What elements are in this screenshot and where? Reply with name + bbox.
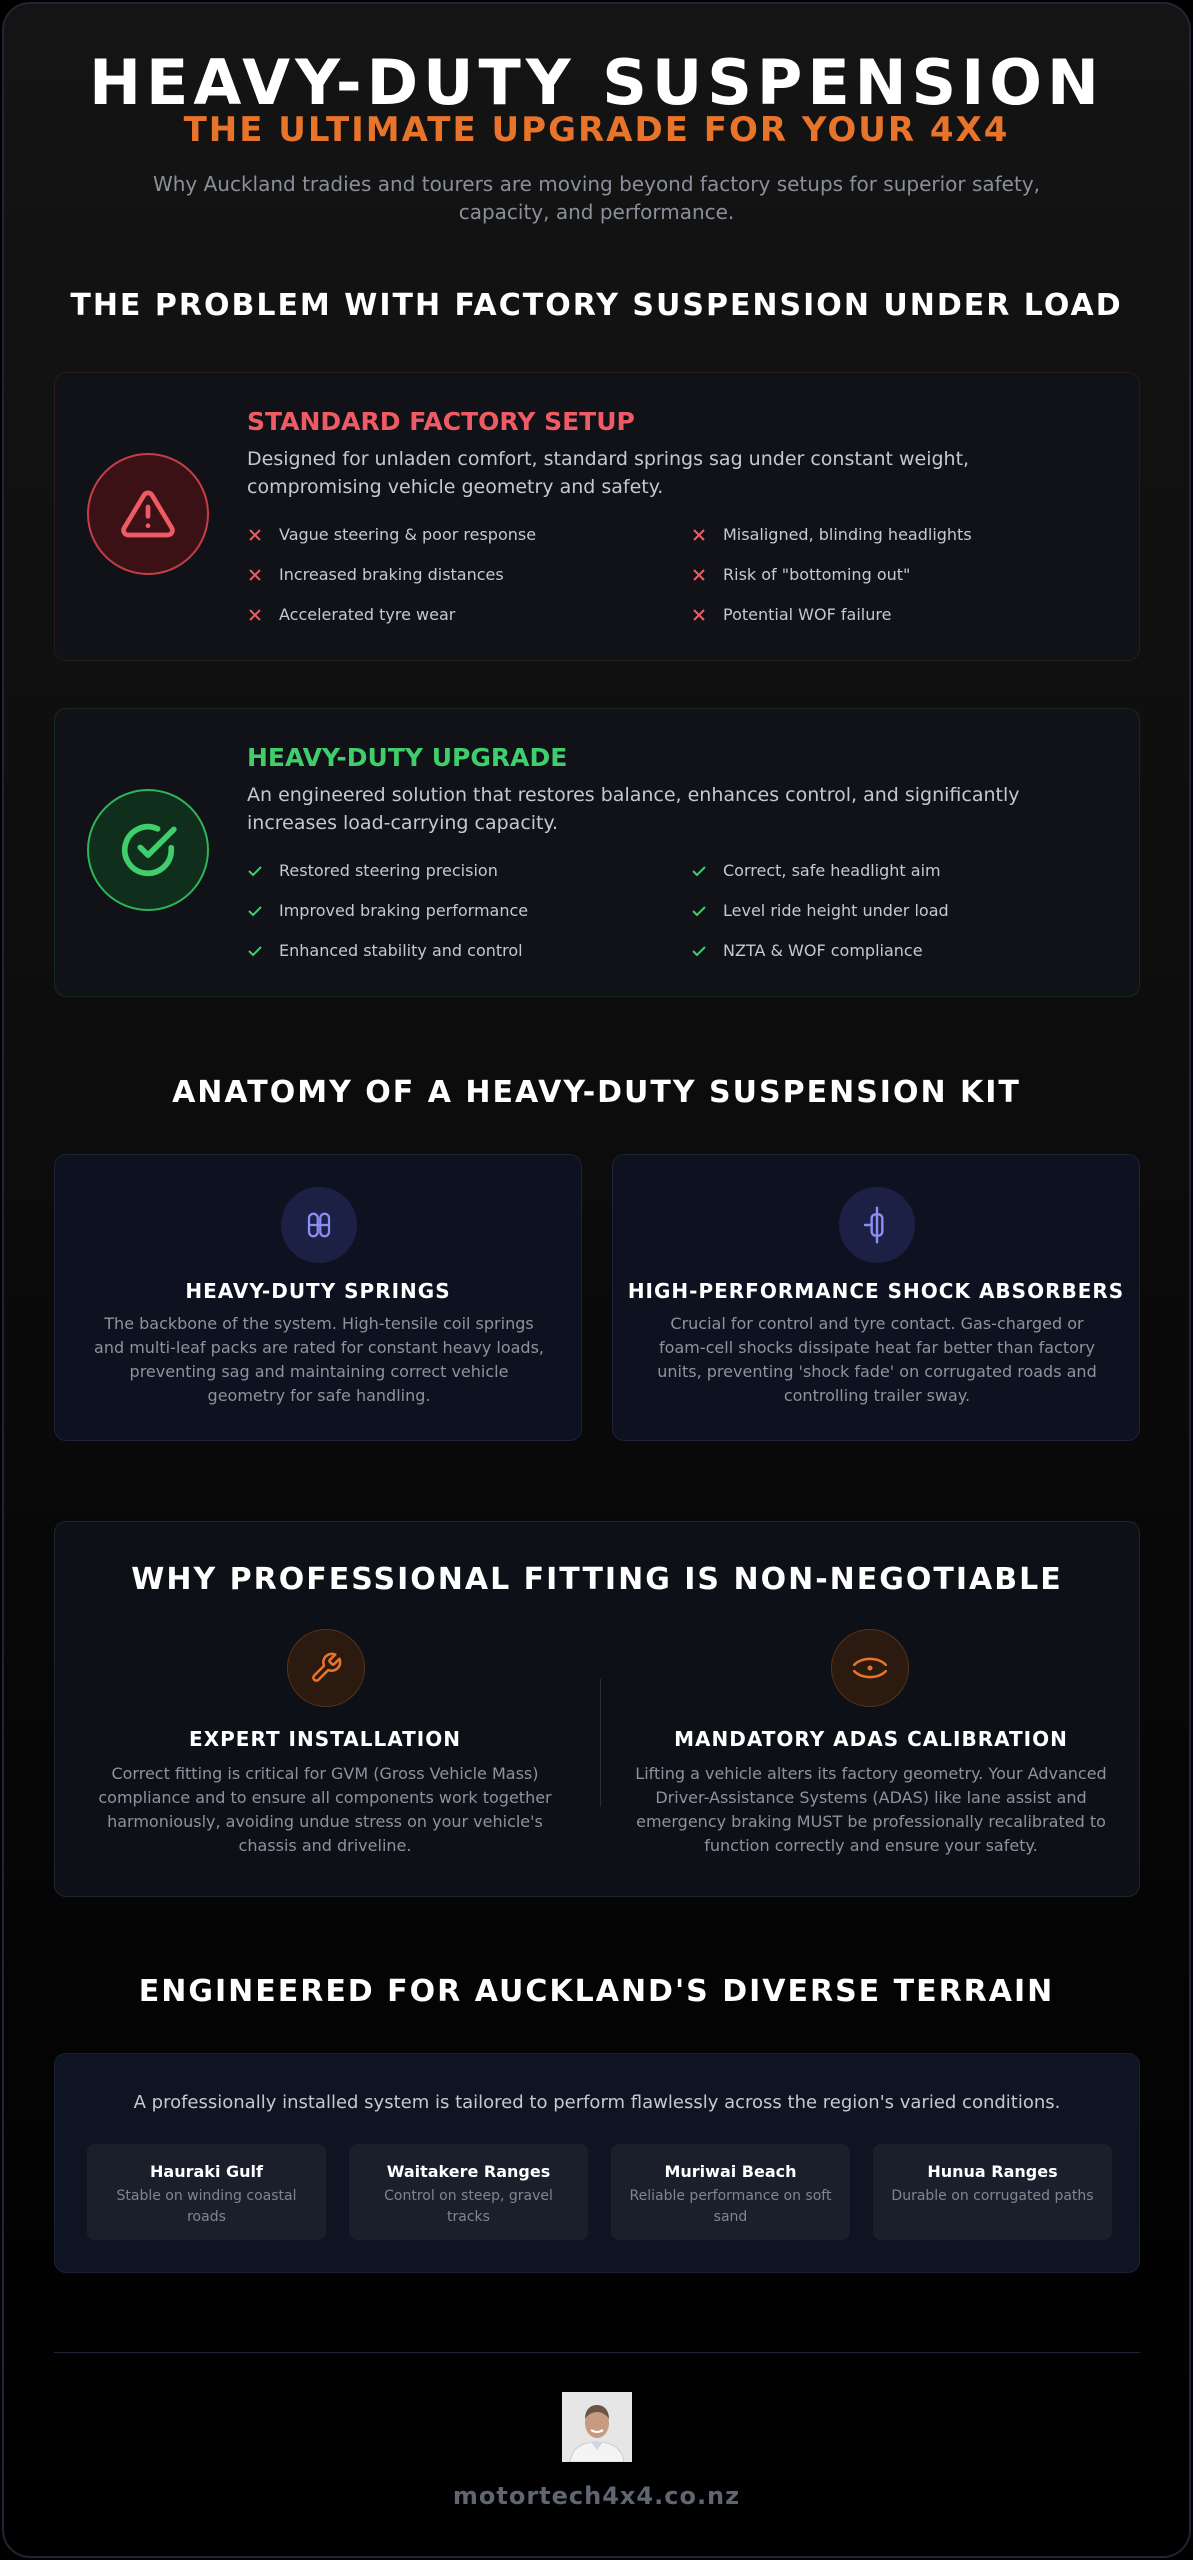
check-icon — [247, 943, 279, 959]
wrench-icon-wrap — [287, 1629, 365, 1707]
check-circle-icon — [117, 819, 179, 881]
factory-issue-item: Accelerated tyre wear — [247, 605, 455, 624]
terrain-tile-hunua — [873, 2144, 1112, 2240]
spring-icon — [304, 1210, 334, 1240]
upgrade-benefit-item: Improved braking performance — [247, 901, 528, 920]
fitting-divider — [600, 1679, 601, 1807]
springs-title: HEAVY-DUTY SPRINGS — [185, 1279, 451, 1303]
factory-issue-item: Risk of "bottoming out" — [691, 565, 910, 584]
page-description: Why Auckland tradies and tourers are moving beyond factory setups for superior safety, capacity, and performance. — [152, 172, 1041, 224]
terrain-tile-hauraki — [87, 2144, 326, 2240]
terrain-desc: Stable on winding coastal roads — [116, 2188, 297, 2225]
page-subtitle: THE ULTIMATE UPGRADE FOR YOUR 4X4 — [183, 110, 1010, 150]
x-icon — [247, 527, 279, 543]
x-icon — [691, 527, 723, 543]
avatar — [562, 2392, 632, 2462]
factory-issue-item: Misaligned, blinding headlights — [691, 525, 972, 544]
upgrade-benefit-item: Correct, safe headlight aim — [691, 861, 941, 880]
shock-absorbers-description: Crucial for control and tyre contact. Gas-charged or foam-cell shocks dissipate heat far better than factory units, preventing 'shock fade' on corrugated roads and controlling trailer sway. — [657, 1314, 1097, 1405]
shock-absorbers-card — [612, 1154, 1140, 1441]
check-icon — [691, 863, 723, 879]
upgrade-benefit-item: Restored steering precision — [247, 861, 498, 880]
check-icon — [247, 903, 279, 919]
eye-icon — [851, 1654, 889, 1682]
x-icon — [247, 607, 279, 623]
infographic-frame — [2, 2, 1191, 2558]
shock-absorbers-title: HIGH-PERFORMANCE SHOCK ABSORBERS — [627, 1279, 1125, 1303]
anatomy-section-title: ANATOMY OF A HEAVY-DUTY SUSPENSION KIT — [172, 1075, 1021, 1110]
terrain-name: Muriwai Beach — [664, 2162, 797, 2181]
expert-installation-title: EXPERT INSTALLATION — [189, 1727, 461, 1751]
check-icon — [691, 943, 723, 959]
terrain-name: Hauraki Gulf — [150, 2162, 263, 2181]
upgrade-benefit-item: Level ride height under load — [691, 901, 949, 920]
terrain-panel — [54, 2053, 1140, 2273]
factory-setup-heading: STANDARD FACTORY SETUP — [247, 407, 635, 436]
factory-setup-card — [54, 372, 1140, 661]
website-link[interactable]: motortech4x4.co.nz — [452, 2482, 741, 2510]
professional-fitting-panel — [54, 1521, 1140, 1897]
factory-setup-description: Designed for unladen comfort, standard springs sag under constant weight, compromising vehicle geometry and safety. — [247, 448, 970, 498]
terrain-tile-waitakere — [349, 2144, 588, 2240]
x-icon — [247, 567, 279, 583]
terrain-desc: Control on steep, gravel tracks — [384, 2188, 553, 2225]
terrain-name: Waitakere Ranges — [386, 2162, 551, 2181]
spring-icon-wrap — [281, 1187, 357, 1263]
terrain-name: Hunua Ranges — [927, 2162, 1058, 2181]
springs-description: The backbone of the system. High-tensile coil springs and multi-leaf packs are rated for constant heavy loads, preventing sag and maintaining correct vehicle geometry for safe handling. — [94, 1314, 544, 1405]
springs-card — [54, 1154, 582, 1441]
expert-installation-description: Correct fitting is critical for GVM (Gross Vehicle Mass) compliance and to ensure all components work together harmoniously, avoiding undue stress on your vehicle's chassis and driveline. — [98, 1764, 552, 1855]
check-icon — [247, 863, 279, 879]
upgrade-benefit-item: Enhanced stability and control — [247, 941, 523, 960]
upgrade-benefit-item: NZTA & WOF compliance — [691, 941, 923, 960]
x-icon — [691, 567, 723, 583]
heavy-duty-upgrade-card — [54, 708, 1140, 997]
page-title: HEAVY-DUTY SUSPENSION — [89, 46, 1104, 119]
x-icon — [691, 607, 723, 623]
fitting-section-title: WHY PROFESSIONAL FITTING IS NON-NEGOTIABLE — [131, 1562, 1063, 1597]
upgrade-description: An engineered solution that restores balance, enhances control, and significantly increases load-carrying capacity. — [247, 784, 1020, 834]
terrain-intro: A professionally installed system is tailored to perform flawlessly across the region's varied conditions. — [133, 2092, 1061, 2113]
check-badge — [87, 789, 209, 911]
adas-calibration-description: Lifting a vehicle alters its factory geometry. Your Advanced Driver-Assistance Systems (ADAS) like lane assist and emergency braking MUST be professionally recalibrated to function correctly and ensure your safety. — [635, 1764, 1107, 1855]
upgrade-heading: HEAVY-DUTY UPGRADE — [247, 743, 568, 772]
problem-section-title: THE PROBLEM WITH FACTORY SUSPENSION UNDER LOAD — [70, 288, 1123, 323]
eye-icon-wrap — [831, 1629, 909, 1707]
terrain-tile-muriwai — [611, 2144, 850, 2240]
footer-divider — [54, 2352, 1140, 2353]
adas-calibration-title: MANDATORY ADAS CALIBRATION — [674, 1727, 1068, 1751]
wrench-icon — [309, 1651, 343, 1685]
terrain-section-title: ENGINEERED FOR AUCKLAND'S DIVERSE TERRAIN — [138, 1974, 1055, 2009]
shock-icon-wrap — [839, 1187, 915, 1263]
shock-absorber-icon — [861, 1205, 893, 1245]
warning-icon — [120, 486, 176, 542]
terrain-desc: Reliable performance on soft sand — [629, 2188, 832, 2225]
factory-issue-item: Vague steering & poor response — [247, 525, 536, 544]
terrain-desc: Durable on corrugated paths — [891, 2188, 1094, 2204]
factory-issue-item: Increased braking distances — [247, 565, 504, 584]
factory-issue-item: Potential WOF failure — [691, 605, 891, 624]
check-icon — [691, 903, 723, 919]
warning-badge — [87, 453, 209, 575]
